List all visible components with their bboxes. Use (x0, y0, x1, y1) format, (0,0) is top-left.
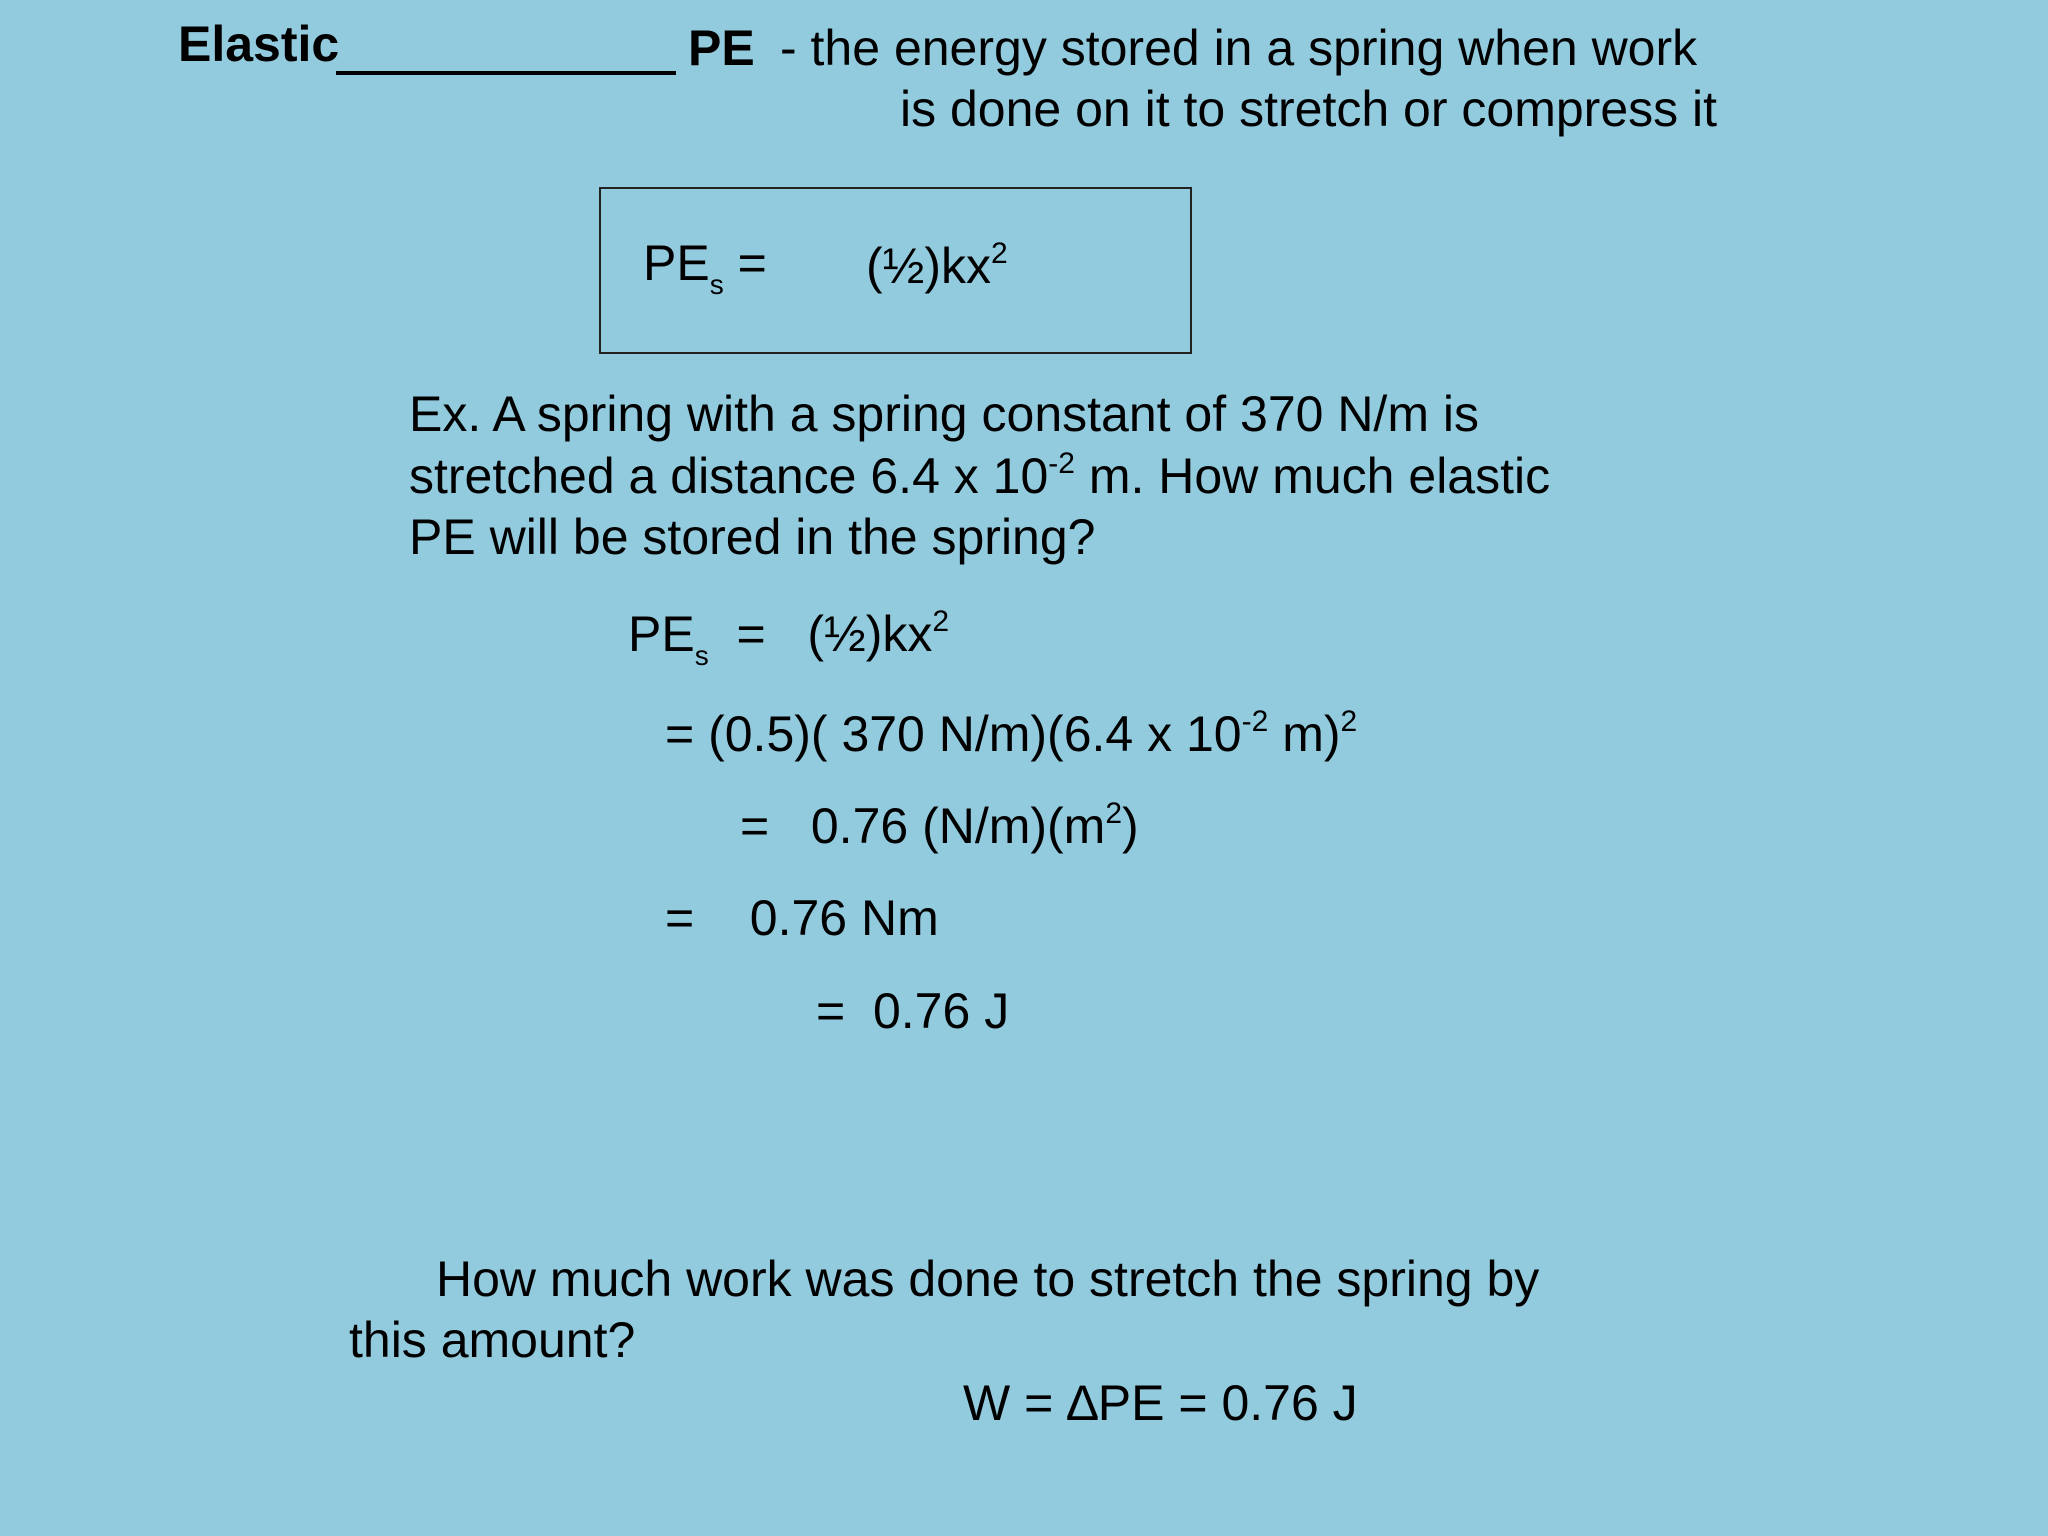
solution-step-1 (665, 704, 1357, 764)
solution-step-1-exponent-2: 2 (1340, 705, 1358, 738)
question-answer: W = ∆PE = 0.76 J (963, 1375, 1358, 1431)
solution-step-0-main: PE (628, 606, 695, 662)
title-word: Elastic (178, 16, 340, 72)
solution-step-1-mid: m) (1268, 706, 1341, 762)
fill-in-blank-line (336, 71, 676, 75)
solution-step-2-post: ) (1122, 798, 1139, 854)
formula-rhs (866, 236, 1008, 296)
solution-step-1-exponent: -2 (1241, 705, 1269, 738)
solution-step-0-subscript: s (694, 640, 709, 671)
solution-step-2-pre: = 0.76 (N/m)(m (740, 798, 1106, 854)
example-line-2 (409, 446, 1550, 506)
solution-step-0-mid: = (½)kx (708, 606, 933, 662)
formula-rhs-main: (½)kx (866, 238, 991, 294)
formula-rhs-exponent: 2 (991, 237, 1008, 270)
formula-lhs (643, 233, 767, 300)
title-term: PE (688, 20, 755, 76)
example-line-2-post: m. How much elastic (1074, 448, 1551, 504)
solution-step-2-exponent: 2 (1105, 797, 1123, 830)
example-line-2-pre: stretched a distance 6.4 x 10 (409, 448, 1049, 504)
solution-step-1-pre: = (0.5)( 370 N/m)(6.4 x 10 (665, 706, 1242, 762)
solution-step-0-exponent: 2 (932, 605, 950, 638)
question-line-2: this amount? (349, 1312, 636, 1368)
question-line-1: How much work was done to stretch the spring by (436, 1251, 1540, 1307)
definition-line-1: - the energy stored in a spring when work (780, 20, 1698, 76)
example-line-1: Ex. A spring with a spring constant of 370 N/m is (409, 386, 1479, 442)
formula-lhs-main: PE (643, 235, 710, 291)
definition-line-2: is done on it to stretch or compress it (900, 81, 1718, 137)
solution-step-4: = 0.76 J (816, 983, 1010, 1039)
example-line-2-exponent: -2 (1048, 447, 1075, 480)
formula-equals: = (737, 235, 767, 291)
example-line-3: PE will be stored in the spring? (409, 509, 1096, 565)
solution-step-3: = 0.76 Nm (665, 890, 939, 946)
formula-lhs-subscript: s (709, 269, 724, 300)
solution-step-2 (740, 796, 1139, 856)
solution-step-0 (628, 604, 950, 671)
